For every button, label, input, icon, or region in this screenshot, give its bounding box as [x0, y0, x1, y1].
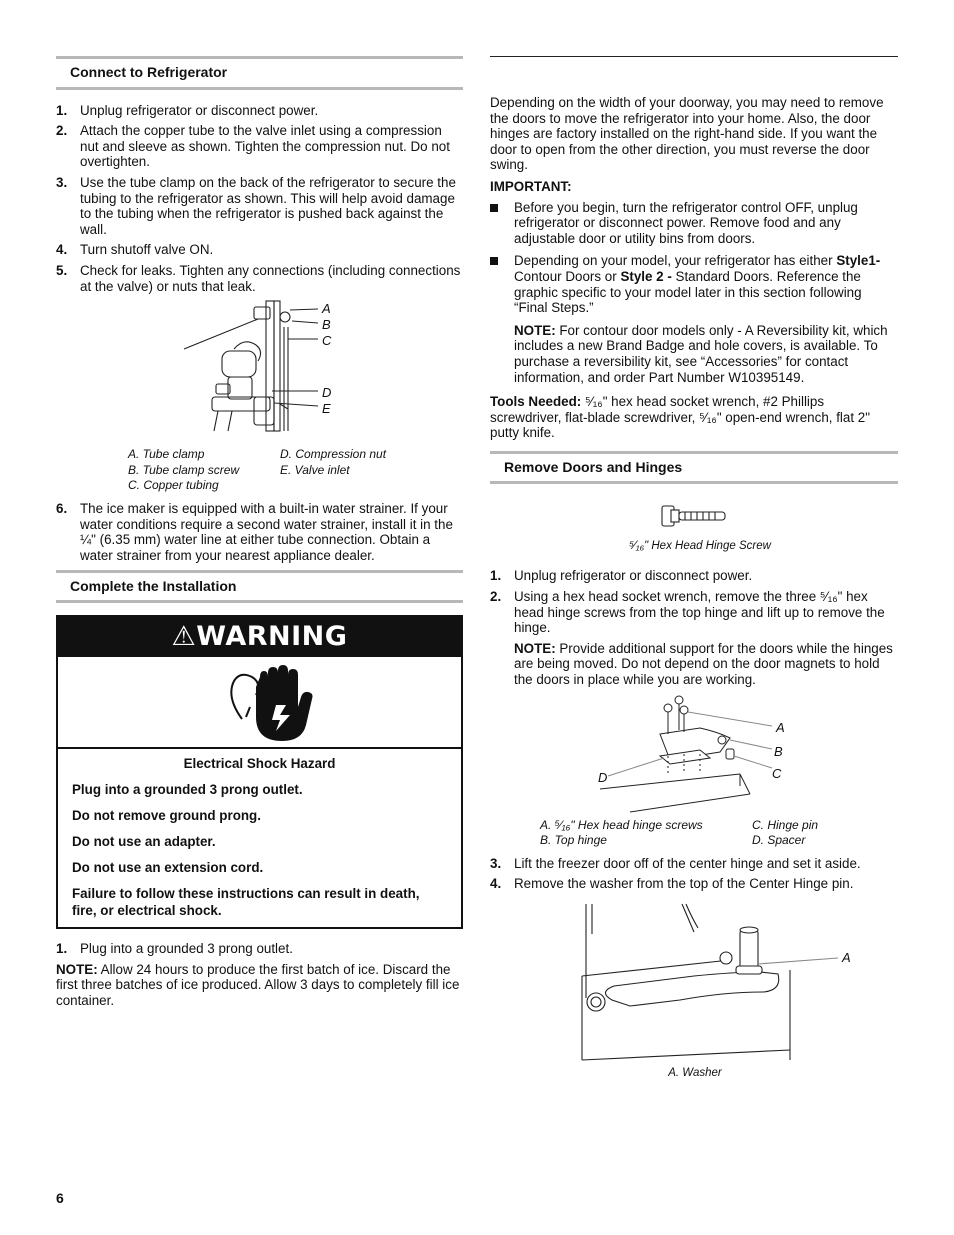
hinge-figure [490, 694, 898, 818]
washer-label-a: A [842, 949, 851, 965]
list-item: 2. Using a hex head socket wrench, remove the three ⁵⁄₁₆" hex head hinge screws from the top hinge and lift up to remove the hinge. [490, 589, 885, 636]
warning-header: ⚠WARNING [58, 617, 461, 657]
valve-captions: A. Tube clamp B. Tube clamp screw C. Copper tubing D. Compression nut E. Valve inlet [128, 447, 387, 493]
right-column [490, 56, 898, 1081]
warning-line: Do not use an adapter. [72, 834, 216, 850]
list-item: 4. Turn shutoff valve ON. [56, 242, 214, 258]
warning-line: Plug into a grounded 3 prong outlet. [72, 782, 303, 798]
top-hinge-illustration [490, 694, 898, 818]
figure-label-d: D [322, 385, 332, 401]
remove-steps [490, 568, 898, 635]
page-number: 6 [56, 1190, 64, 1206]
washer-figure [490, 900, 898, 1070]
list-item: 1. Unplug refrigerator or disconnect power. [56, 102, 319, 118]
figure-label-c: C [322, 333, 332, 349]
reversibility-note: NOTE: For contour door models only - A Reversibility kit, which includes a new Brand Badge and hole covers, is available. To purchase a reversibility kit, see “Accessories” for contact information, and order Part Number W10395149. [514, 322, 888, 385]
hinge-captions: A. ⁵⁄₁₆" Hex head hinge screws B. Top hinge C. Hinge pin D. Spacer [540, 817, 819, 848]
important-bullets [490, 200, 898, 316]
valve-figure [56, 299, 463, 447]
list-item: 3. Use the tube clamp on the back of the refrigerator to secure the tubing to the refrigerator as shown. This will help avoid damage to the tubing when the refrigerator is pushed back against the wall. [56, 174, 456, 237]
warning-line: Do not use an extension cord. [72, 860, 264, 876]
complete-note: NOTE: Allow 24 hours to produce the first batch of ice. Discard the first three batches of ice produced. Allow 3 days to completely fill ice container. [56, 961, 460, 1008]
screw-caption: ⁵⁄₁₆" Hex Head Hinge Screw [629, 540, 771, 553]
section-heading-remove: Remove Doors and Hinges [490, 451, 898, 485]
remove-steps-2 [490, 856, 898, 892]
screw-figure [490, 484, 898, 556]
list-item: 6. The ice maker is equipped with a built-in water strainer. If your water conditions require a second water strainer, install it in the ¼" (6.35 mm) water line at either tube connection. Obtain a water strainer from your nearest appliance dealer. [56, 501, 453, 563]
hinge-note: NOTE: Provide additional support for the doors while the hinges are being moved. Do not depend on the door magnets to hold the doors in place while you are working. [514, 640, 893, 688]
list-item: 1. Unplug refrigerator or disconnect power. [490, 568, 753, 584]
valve-illustration [56, 299, 463, 447]
list-item: 2. Attach the copper tube to the valve inlet using a compression nut and sleeve as shown. Tighten the compression nut. Do not overtighten. [56, 123, 450, 170]
hinge-label-b: B [774, 743, 783, 759]
warning-line: Do not remove ground prong. [72, 808, 261, 824]
hex-screw-illustration [490, 484, 898, 534]
list-item: 4. Remove the washer from the top of the Center Hinge pin. [490, 876, 854, 892]
hinge-label-a: A [776, 719, 785, 735]
bullet-square-icon [490, 257, 498, 265]
complete-steps [56, 941, 463, 957]
left-column [56, 56, 463, 1014]
figure-label-a: A [322, 301, 331, 317]
bullet-square-icon [490, 204, 498, 212]
warning-box [56, 615, 463, 929]
list-item: Depending on your model, your refrigerator has either Style1-Contour Doors or Style 2 - Standard Doors. Reference the graphic specific to your model later in this section following “Final Steps.” [490, 253, 898, 315]
hinge-label-d: D [598, 769, 608, 785]
tools-needed: Tools Needed: ⁵⁄₁₆" hex head socket wrench, #2 Phillips screwdriver, flat-blade screwdriver, ⁵⁄₁₆" open-end wrench, flat 2" putty knife. [490, 394, 870, 441]
list-item: Before you begin, turn the refrigerator control OFF, unplug refrigerator or disconnect power. Remove food and any adjustable door or utility bins from doors. [490, 200, 898, 247]
figure-label-e: E [322, 401, 331, 417]
warning-line: Failure to follow these instructions can result in death, fire, or electrical shock. [72, 886, 420, 919]
section-heading-connect: Connect to Refrigerator [56, 56, 463, 90]
important-label: IMPORTANT: [490, 178, 572, 194]
washer-caption: A. Washer [668, 1066, 722, 1079]
warning-text [58, 749, 461, 927]
shock-hazard-graphic [58, 657, 461, 749]
section-heading-complete: Complete the Installation [56, 570, 463, 604]
intro-paragraph: Depending on the width of your doorway, you may need to remove the doors to move the refrigerator into your home. Also, the door hinges are factory installed on the right-hand side. If you want the door to open from the other direction, you must reverse the door swing. [490, 95, 884, 173]
electric-shock-hand-icon [58, 657, 465, 747]
warning-triangle-icon: ⚠ [171, 621, 197, 653]
list-item: 3. Lift the freezer door off of the center hinge and set it aside. [490, 855, 861, 871]
connect-step-6 [56, 501, 463, 563]
hinge-label-c: C [772, 765, 782, 781]
list-item: 5. Check for leaks. Tighten any connections (including connections at the valve) or nuts that leak. [56, 262, 461, 294]
connect-steps [56, 103, 463, 295]
top-rule [490, 56, 898, 57]
center-hinge-washer-illustration [490, 900, 898, 1070]
list-item: 1. Plug into a grounded 3 prong outlet. [56, 941, 293, 957]
figure-label-b: B [322, 317, 331, 333]
hazard-title: Electrical Shock Hazard [183, 756, 336, 772]
